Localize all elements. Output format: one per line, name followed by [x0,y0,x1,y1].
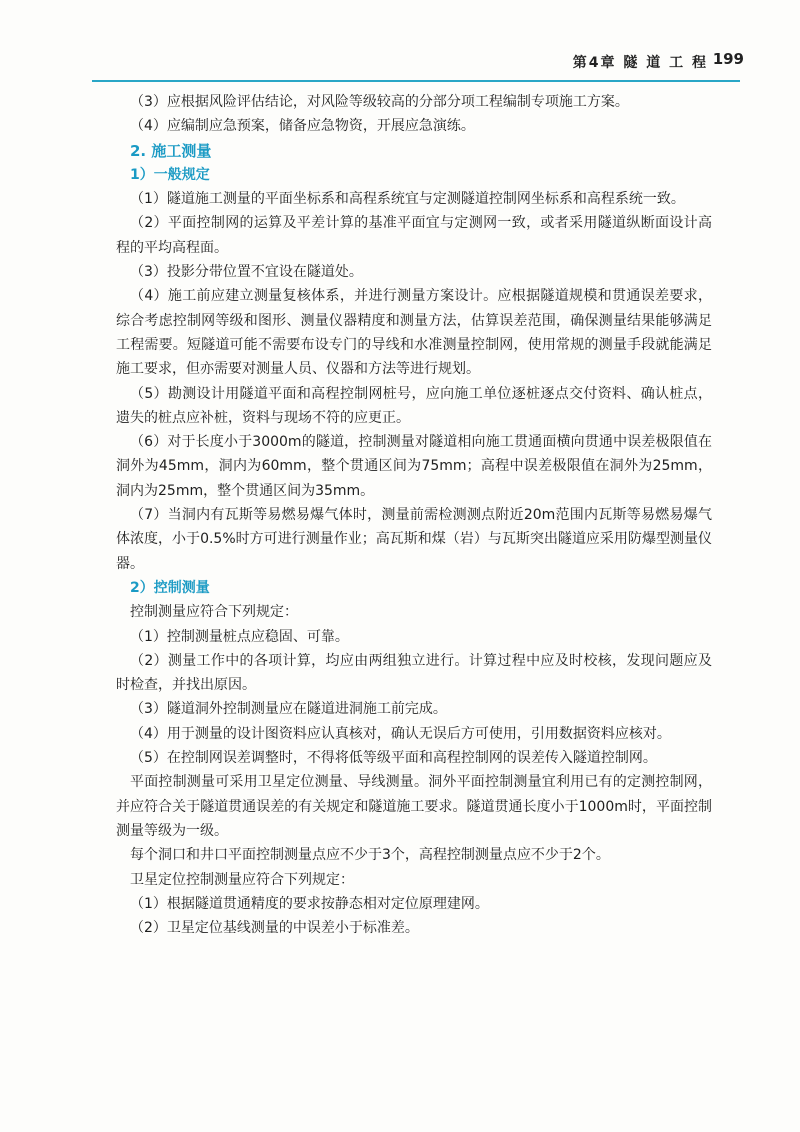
list-item: （1）根据隧道贯通精度的要求按静态相对定位原理建网。 [130,895,489,912]
chapter-title: 第4章 隧 道 工 程 [572,55,708,71]
risk-item: （3）应根据风险评估结论，对风险等级较高的分部分项工程编制专项施工方案。 [130,94,629,110]
list-item: （1）隧道施工测量的平面坐标系和高程系统宜与定测隧道控制网坐标系和高程系统一致。 [130,191,685,208]
list-item: （6）对于长度小于3000m的隧道，控制测量对隧道相向施工贯通面横向贯通中误差极限值在洞外为45mm，洞内为60mm，整个贯通区间为75mm；高程中误差极限值在洞外为25mm，洞内为25mm，整个贯通区间为35mm。 [116,434,712,499]
paragraph: 每个洞口和井口平面控制测量点应不少于3个，高程控制测量点应不少于2个。 [130,847,610,864]
paragraph: 控制测量应符合下列规定： [130,604,298,621]
subsection-heading: 1）一般规定 [130,166,210,183]
paragraph: 卫星定位控制测量应符合下列规定： [130,871,354,888]
header-divider [92,80,740,82]
list-item: （2）卫星定位基线测量的中误差小于标准差。 [130,920,419,937]
page-number: 199 [712,50,744,68]
list-item: （7）当洞内有瓦斯等易燃易爆气体时，测量前需检测测点附近20m范围内瓦斯等易燃易爆气体浓度，小于0.5%时方可进行测量作业；高瓦斯和煤（岩）与瓦斯突出隧道应采用防爆型测量仪器。 [116,507,712,572]
list-item: （4）施工前应建立测量复核体系，并进行测量方案设计。应根据隧道规模和贯通误差要求，综合考虑控制网等级和图形、测量仪器精度和测量方法，估算误差范围，确保测量结果能够满足工程需要。短隧道可能不需要布设专门的导线和水准测量控制网，使用常规的测量手段就能满足施工要求，但亦需要对测量人员、仪器和方法等进行规划。 [116,288,712,378]
section-heading: 2. 施工测量 [130,141,212,160]
list-item: （4）用于测量的设计图资料应认真核对，确认无误后方可使用，引用数据资料应核对。 [130,725,671,742]
subsection-heading: 2）控制测量 [130,579,210,596]
paragraph: 平面控制测量可采用卫星定位测量、导线测量。洞外平面控制测量宜利用已有的定测控制网，并应符合关于隧道贯通误差的有关规定和隧道施工要求。隧道贯通长度小于1000m时，平面控制测量等级为一级。 [116,774,712,839]
risk-item: （4）应编制应急预案，储备应急物资，开展应急演练。 [130,118,475,135]
list-item: （3）投影分带位置不宜设在隧道处。 [130,264,363,281]
list-item: （5）勘测设计用隧道平面和高程控制网桩号，应向施工单位逐桩逐点交付资料、确认桩点，遗失的桩点应补桩，资料与现场不符的应更正。 [116,385,712,426]
list-item: （2）测量工作中的各项计算，均应由两组独立进行。计算过程中应及时校核，发现问题应及时检查，并找出原因。 [116,652,712,694]
list-item: （5）在控制网误差调整时，不得将低等级平面和高程控制网的误差传入隧道控制网。 [130,750,657,767]
list-item: （3）隧道洞外控制测量应在隧道进洞施工前完成。 [130,701,447,718]
page-header [0,0,800,88]
page-body [116,90,712,940]
list-item: （1）控制测量桩点应稳固、可靠。 [130,628,349,645]
list-item: （2）平面控制网的运算及平差计算的基准平面宜与定测网一致，或者采用隧道纵断面设计高程的平均高程面。 [116,215,712,256]
